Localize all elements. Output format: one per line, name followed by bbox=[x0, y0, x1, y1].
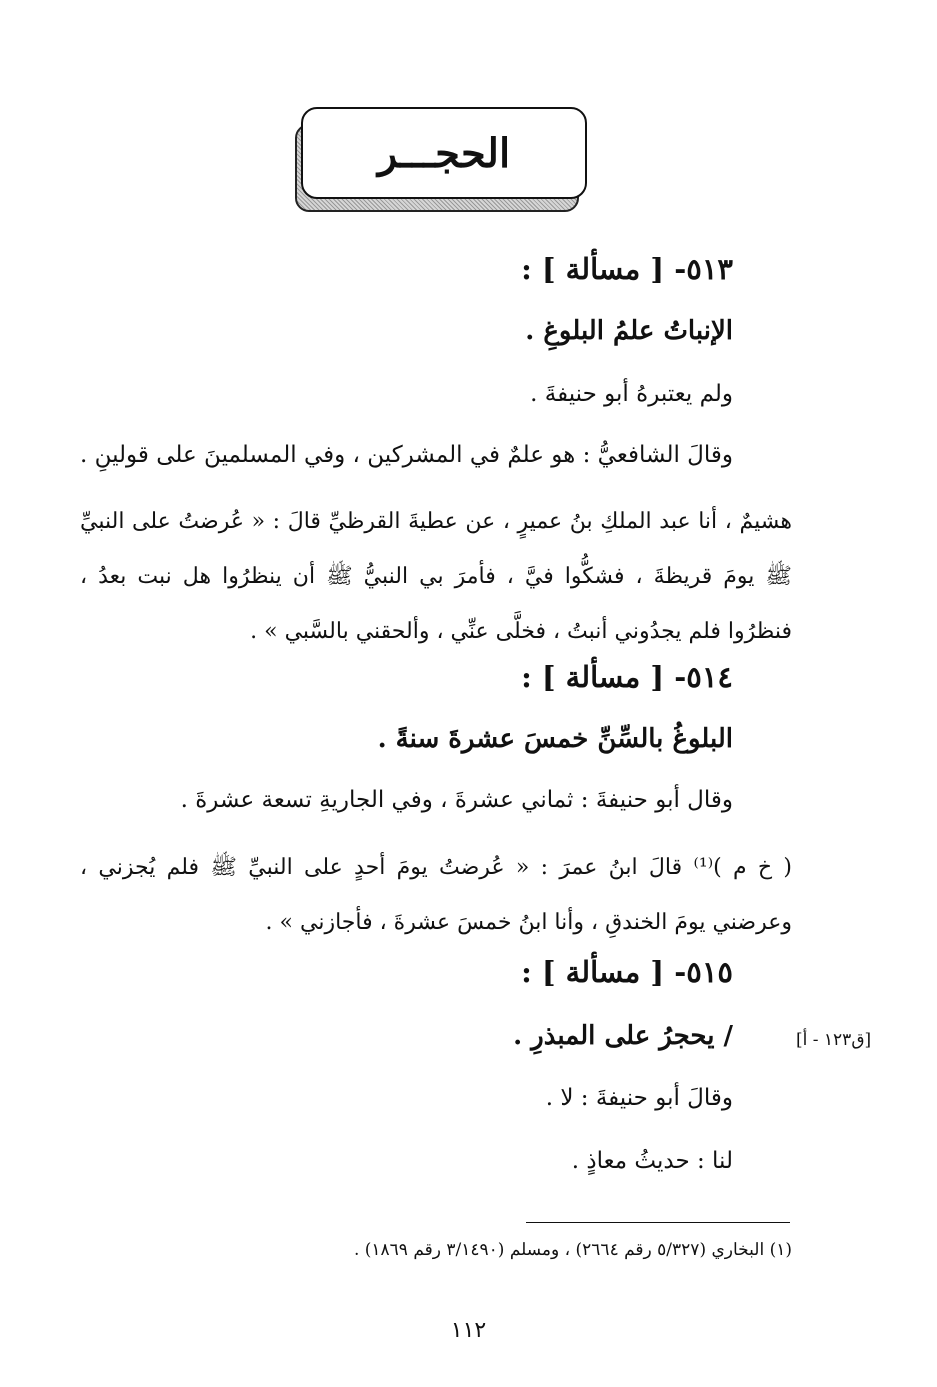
hadith-paragraph: هشيمٌ ، أنا عبد الملكِ بنُ عميرٍ ، عن عطيةَ القرظيِّ قالَ : « عُرضتُ على النبيِّ ﷺ يومَ قريظةَ ، فشكُّوا فيَّ ، فأمرَ بي النبيُّ ﷺ أن ينظرُوا هل نبت بعدُ ، فنظرُوا فلم يجدُوني أنبتُ ، فخلَّى عنِّي ، وألحقني بالسَّبي » . bbox=[80, 509, 792, 644]
opinion-line: وقالَ الشافعيُّ : هو علمٌ في المشركين ، وفي المسلمينَ على قولينِ . bbox=[79, 442, 733, 468]
manuscript-folio-note: [ق١٢٣ - أ] bbox=[796, 1030, 872, 1050]
issue-ruling: البلوغُ بالسِّنِّ خمسَ عشرةَ سنةً . bbox=[377, 724, 733, 754]
chapter-title-frame bbox=[301, 107, 587, 199]
opinion-line: وقالَ أبو حنيفةَ : لا . bbox=[545, 1085, 733, 1111]
opinion-line: لنا : حديثُ معاذٍ . bbox=[571, 1148, 733, 1174]
issue-heading: ٥١٥- [ مسألة ] : bbox=[521, 955, 733, 989]
issue-heading: ٥١٤- [ مسألة ] : bbox=[521, 660, 733, 694]
opinion-line: ولم يعتبرهُ أبو حنيفةَ . bbox=[530, 381, 733, 407]
footnote: (١) البخاري (٥/٣٢٧ رقم ٢٦٦٤) ، ومسلم (٣/١٤٩٠ رقم ١٨٦٩) . bbox=[353, 1240, 792, 1260]
issue-heading: ٥١٣- [ مسألة ] : bbox=[521, 252, 733, 286]
chapter-title: الحجـــر bbox=[377, 129, 511, 177]
page-number: ١١٢ bbox=[450, 1318, 487, 1343]
opinion-line: وقال أبو حنيفةَ : ثماني عشرةَ ، وفي الجاريةِ تسعة عشرةَ . bbox=[180, 787, 733, 813]
footnote-separator bbox=[526, 1222, 790, 1223]
issue-ruling: الإنباتُ علمُ البلوغِ . bbox=[525, 316, 733, 346]
issue-ruling: / يحجرُ على المبذرِ . bbox=[513, 1021, 733, 1051]
hadith-paragraph: ( خ م )⁽¹⁾ قالَ ابنُ عمرَ : « عُرضتُ يومَ أحدٍ على النبيِّ ﷺ فلم يُجزني ، وعرضني يومَ الخندقِ ، وأنا ابنُ خمسَ عشرةَ ، فأجازني » . bbox=[80, 855, 792, 935]
